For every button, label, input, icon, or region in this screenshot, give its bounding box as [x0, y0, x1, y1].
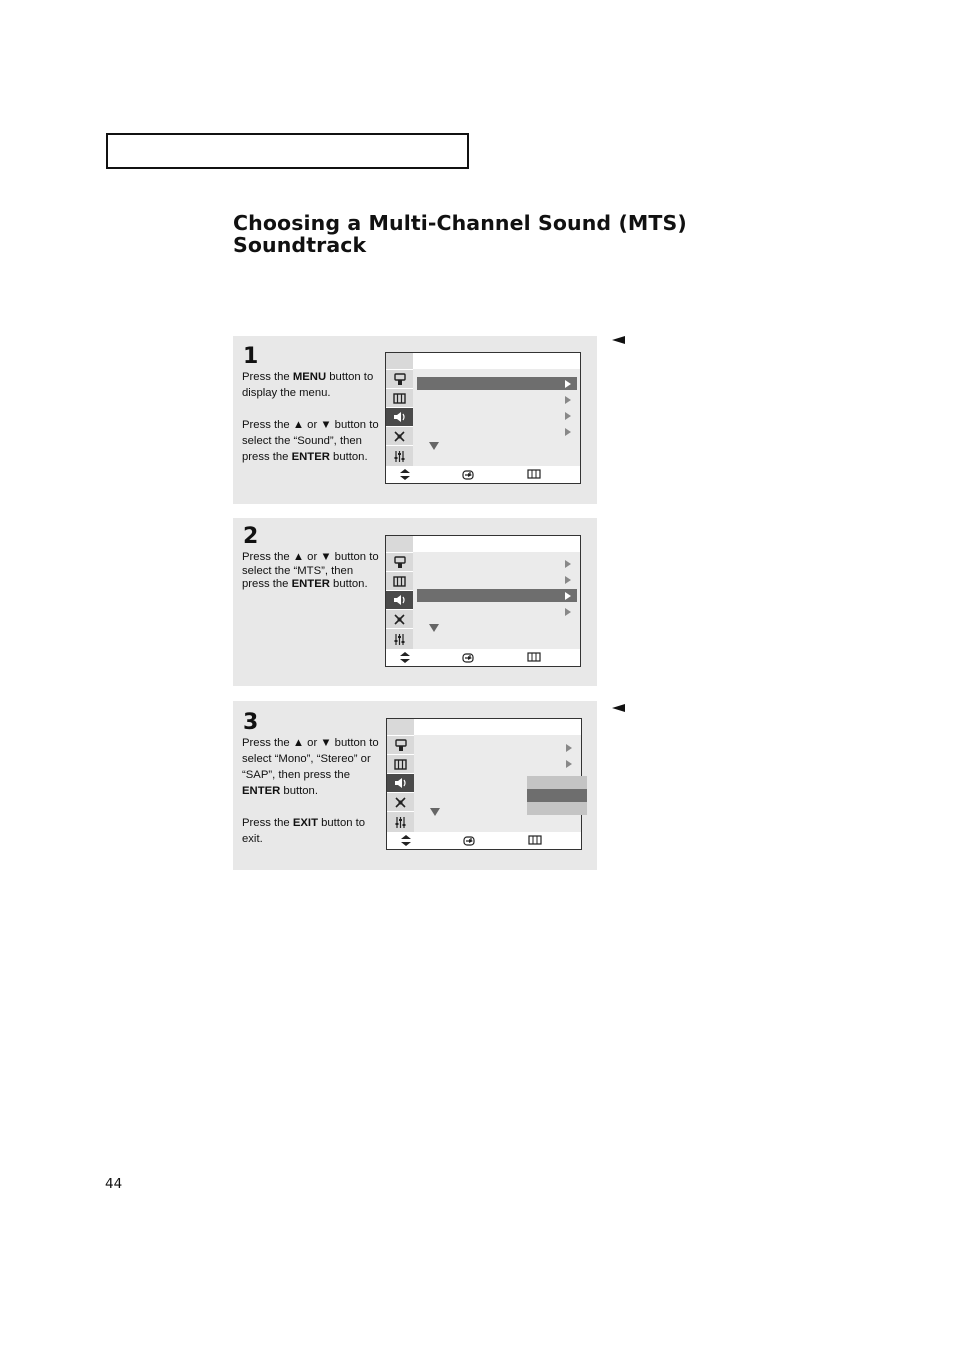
- scroll-down-arrow-icon[interactable]: [430, 808, 440, 816]
- picture-icon: [386, 552, 413, 571]
- menu-row[interactable]: [417, 425, 577, 438]
- instruction-text: Press the ▲ or ▼ button to select the “MTS”, then press the: [242, 551, 379, 590]
- mts-option[interactable]: [527, 802, 587, 815]
- menu-icon: [527, 652, 541, 662]
- submenu-arrow-icon: [565, 592, 571, 600]
- menu-footer: [386, 466, 580, 483]
- menu-row[interactable]: [417, 393, 577, 406]
- instruction-paragraph: [242, 735, 382, 799]
- instruction-text: Press the ▲ or ▼ button to select “Mono”, “Stereo” or “SAP”, then press the: [242, 737, 379, 781]
- move-icon: [401, 835, 411, 846]
- instruction-paragraph: [242, 551, 382, 592]
- antenna-icon: [386, 609, 413, 628]
- instruction-paragraph: [242, 417, 382, 465]
- submenu-arrow-icon: [565, 608, 571, 616]
- enter-icon: [463, 835, 477, 846]
- submenu-arrow-icon: [565, 380, 571, 388]
- mts-option[interactable]: [527, 776, 587, 789]
- submenu-arrow-icon: [565, 560, 571, 568]
- step-1-panel: [233, 336, 597, 504]
- scroll-down-arrow-icon[interactable]: [429, 624, 439, 632]
- submenu-arrow-icon: [566, 760, 572, 768]
- menu-row[interactable]: [417, 557, 577, 570]
- submenu-arrow-icon: [565, 576, 571, 584]
- instruction-text: button.: [280, 785, 318, 797]
- button-name: ENTER: [291, 451, 330, 463]
- step-number: 3: [243, 710, 259, 735]
- submenu-arrow-icon: [565, 412, 571, 420]
- setup-icon: [387, 811, 414, 833]
- menu-row[interactable]: [417, 605, 577, 618]
- mts-option[interactable]: [527, 789, 587, 802]
- menu-footer: [386, 649, 580, 666]
- menu-row[interactable]: [417, 573, 577, 586]
- instruction-text: button to exit.: [242, 817, 366, 845]
- menu-icon: [527, 469, 541, 479]
- page-title: Choosing a Multi-Channel Sound (MTS) Soundtrack: [233, 211, 687, 257]
- step-number: 1: [243, 344, 259, 369]
- instruction-text: button.: [329, 451, 368, 463]
- picture-icon: [386, 369, 413, 388]
- instruction-text: button to display the menu.: [242, 371, 374, 399]
- note-marker-icon: [612, 336, 625, 344]
- setup-icon: [386, 445, 413, 467]
- enter-icon: [462, 652, 476, 663]
- menu-header-bar: [413, 353, 580, 369]
- sound-icon: [386, 590, 413, 609]
- button-name: EXIT: [292, 817, 318, 829]
- button-name: MENU: [292, 371, 327, 383]
- instruction-paragraph: [242, 815, 382, 847]
- enter-icon: [462, 469, 476, 480]
- chapter-header-box: [106, 133, 469, 169]
- step-instructions: [242, 551, 382, 592]
- page-number: 44: [105, 1176, 123, 1192]
- instruction-text: button.: [329, 578, 368, 590]
- tv-menu-screen: [385, 352, 581, 484]
- menu-list: [413, 369, 580, 467]
- instruction-text: Press the ▲ or ▼ button to select the “Sound”, then press the: [242, 419, 379, 463]
- step-2-panel: [233, 518, 597, 686]
- step-number: 2: [243, 524, 259, 549]
- channel-icon: [386, 388, 413, 407]
- menu-header-bar: [414, 719, 581, 735]
- antenna-icon: [387, 792, 414, 811]
- antenna-icon: [386, 426, 413, 445]
- menu-sidebar: [386, 536, 413, 650]
- menu-row[interactable]: [417, 589, 577, 602]
- sound-icon: [386, 407, 413, 426]
- button-name: ENTER: [242, 785, 281, 797]
- menu-row[interactable]: [418, 741, 578, 754]
- button-name: ENTER: [291, 578, 330, 590]
- sound-icon: [387, 773, 414, 792]
- menu-list: [414, 735, 581, 833]
- picture-icon: [387, 735, 414, 754]
- menu-sidebar: [387, 719, 414, 833]
- instruction-text: Press the: [242, 371, 293, 383]
- tv-menu-screen: [386, 718, 582, 850]
- menu-footer: [387, 832, 581, 849]
- submenu-arrow-icon: [565, 396, 571, 404]
- submenu-arrow-icon: [565, 428, 571, 436]
- note-marker-icon: [612, 704, 625, 712]
- menu-icon: [528, 835, 542, 845]
- step-instructions: [242, 735, 382, 847]
- setup-icon: [386, 628, 413, 650]
- move-icon: [400, 469, 410, 480]
- step-3-panel: [233, 701, 597, 870]
- menu-row[interactable]: [417, 409, 577, 422]
- menu-header-bar: [413, 536, 580, 552]
- menu-row[interactable]: [417, 377, 577, 390]
- instruction-paragraph: [242, 369, 382, 401]
- channel-icon: [386, 571, 413, 590]
- scroll-down-arrow-icon[interactable]: [429, 442, 439, 450]
- submenu-arrow-icon: [566, 744, 572, 752]
- instruction-text: Press the: [242, 817, 293, 829]
- menu-row[interactable]: [418, 757, 578, 770]
- move-icon: [400, 652, 410, 663]
- channel-icon: [387, 754, 414, 773]
- step-instructions: [242, 369, 382, 465]
- menu-list: [413, 552, 580, 650]
- menu-sidebar: [386, 353, 413, 467]
- tv-menu-screen: [385, 535, 581, 667]
